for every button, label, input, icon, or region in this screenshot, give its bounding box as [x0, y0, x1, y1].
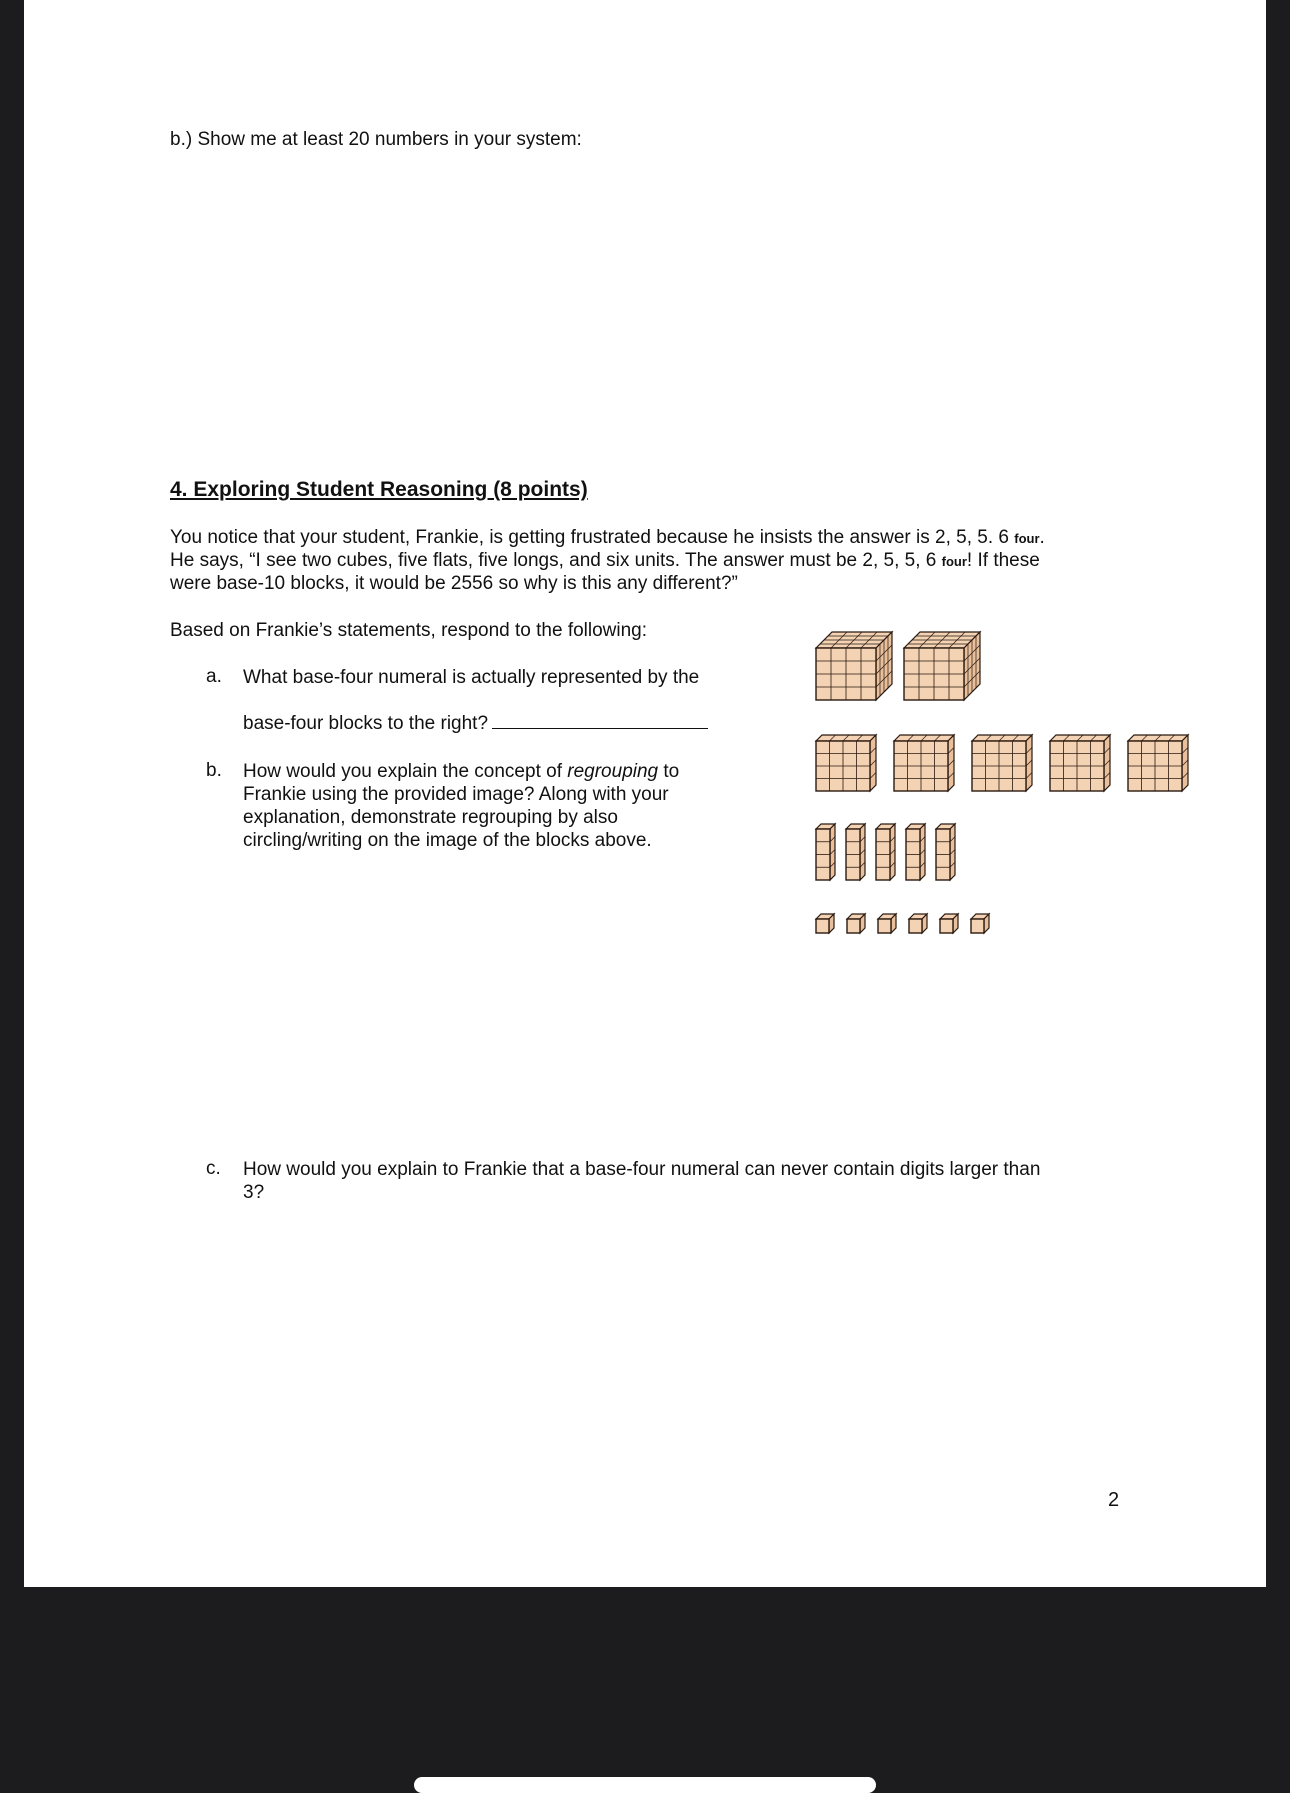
long-block-2 [846, 824, 865, 880]
question-c-label: c. [206, 1158, 221, 1179]
unit-block-3 [878, 914, 896, 933]
cube-block-2 [904, 632, 980, 700]
section-heading: 4. Exploring Student Reasoning (8 points) [170, 478, 588, 501]
long-block-1 [816, 824, 835, 880]
unit-block-4 [909, 914, 927, 933]
long-block-5 [936, 824, 955, 880]
cube-block-1 [816, 632, 892, 700]
respond-prompt: Based on Frankie’s statements, respond to the following: [170, 620, 648, 641]
question-b-label: b. [206, 760, 222, 781]
intro-line-2: He says, “I see two cubes, five flats, five longs, and six units. The answer must be 2, 5, 5, 6 four! If these [170, 550, 1040, 571]
question-b-line-2: Frankie using the provided image? Along with your [243, 784, 669, 805]
unit-block-1 [816, 914, 834, 933]
intro-line-1: You notice that your student, Frankie, is getting frustrated because he insists the answer is 2, 5, 5. 6 four. [170, 527, 1045, 548]
intro-line-3: were base-10 blocks, it would be 2556 so why is this any different?” [170, 573, 738, 594]
question-a-label: a. [206, 666, 222, 687]
question-a-line-2: base-four blocks to the right? [243, 712, 708, 735]
unit-block-5 [940, 914, 958, 933]
question-a-line-1: What base-four numeral is actually represented by the [243, 667, 700, 688]
question-b-line-3: explanation, demonstrate regrouping by also [243, 807, 618, 828]
page-number: 2 [1108, 1489, 1120, 1511]
flat-block-1 [816, 735, 876, 791]
home-indicator[interactable] [414, 1777, 876, 1793]
unit-block-2 [847, 914, 865, 933]
flat-block-2 [894, 735, 954, 791]
flat-block-4 [1050, 735, 1110, 791]
question-c-line-1: How would you explain to Frankie that a base-four numeral can never contain digits larger than [243, 1159, 1041, 1180]
long-block-4 [906, 824, 925, 880]
part-b-prompt: b.) Show me at least 20 numbers in your system: [170, 129, 582, 150]
flat-block-5 [1128, 735, 1188, 791]
question-c-line-2: 3? [243, 1182, 265, 1203]
flat-block-3 [972, 735, 1032, 791]
question-b-line-1: How would you explain the concept of regrouping to [243, 761, 680, 782]
question-b-line-4: circling/writing on the image of the blocks above. [243, 830, 652, 851]
long-block-3 [876, 824, 895, 880]
unit-block-6 [971, 914, 989, 933]
